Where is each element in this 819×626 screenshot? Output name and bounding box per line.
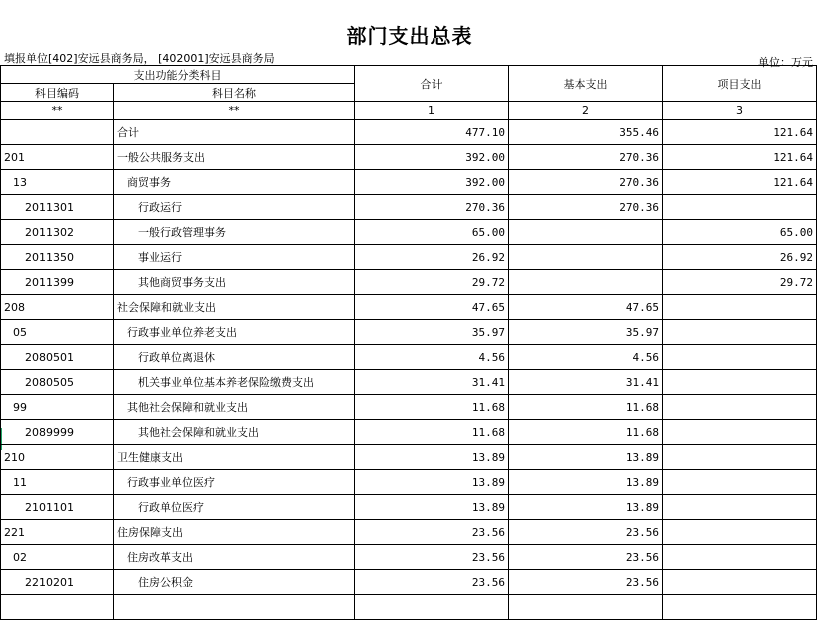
total-cell[interactable]: 29.72 <box>355 270 509 295</box>
index-cell: ** <box>114 102 355 120</box>
subject-name-cell[interactable]: 机关事业单位基本养老保险缴费支出 <box>114 370 355 395</box>
subject-code-cell[interactable] <box>1 595 114 620</box>
subject-name-cell[interactable]: 其他社会保障和就业支出 <box>114 420 355 445</box>
subject-code-cell[interactable]: 2011399 <box>1 270 114 295</box>
project-expenditure-cell[interactable] <box>663 320 817 345</box>
basic-expenditure-cell[interactable] <box>509 245 663 270</box>
total-cell[interactable]: 13.89 <box>355 445 509 470</box>
index-cell: ** <box>1 102 114 120</box>
subject-name-cell[interactable]: 行政单位医疗 <box>114 495 355 520</box>
project-expenditure-cell[interactable]: 121.64 <box>663 145 817 170</box>
basic-expenditure-cell[interactable]: 270.36 <box>509 195 663 220</box>
subject-code-cell[interactable]: 2089999 <box>1 420 114 445</box>
table-row[interactable] <box>1 145 817 170</box>
basic-expenditure-cell[interactable]: 13.89 <box>509 495 663 520</box>
project-expenditure-cell[interactable]: 121.64 <box>663 120 817 145</box>
table-row[interactable] <box>1 120 817 145</box>
total-cell[interactable]: 23.56 <box>355 570 509 595</box>
subject-code-cell[interactable]: 99 <box>1 395 114 420</box>
subject-code-cell[interactable] <box>1 120 114 145</box>
total-cell[interactable]: 392.00 <box>355 170 509 195</box>
project-expenditure-cell[interactable] <box>663 295 817 320</box>
subject-name-cell[interactable]: 行政单位离退休 <box>114 345 355 370</box>
index-cell: 1 <box>355 102 509 120</box>
total-cell[interactable]: 35.97 <box>355 320 509 345</box>
total-cell[interactable]: 4.56 <box>355 345 509 370</box>
subject-code-cell[interactable]: 2080505 <box>1 370 114 395</box>
subject-name-cell[interactable]: 行政事业单位养老支出 <box>114 320 355 345</box>
project-expenditure-cell[interactable] <box>663 195 817 220</box>
header-function-classification: 支出功能分类科目 <box>1 66 355 84</box>
project-expenditure-cell[interactable] <box>663 545 817 570</box>
project-expenditure-cell[interactable] <box>663 370 817 395</box>
table-row[interactable] <box>1 345 817 370</box>
subject-code-cell[interactable]: 2011350 <box>1 245 114 270</box>
total-cell[interactable]: 31.41 <box>355 370 509 395</box>
expenditure-table <box>0 65 817 620</box>
table-body <box>1 120 817 620</box>
total-cell[interactable]: 477.10 <box>355 120 509 145</box>
project-expenditure-cell[interactable]: 121.64 <box>663 170 817 195</box>
subject-name-cell[interactable]: 社会保障和就业支出 <box>114 295 355 320</box>
index-row <box>1 102 817 120</box>
subject-code-cell[interactable]: 221 <box>1 520 114 545</box>
total-cell[interactable]: 11.68 <box>355 395 509 420</box>
table-row[interactable] <box>1 495 817 520</box>
total-cell[interactable]: 13.89 <box>355 470 509 495</box>
project-expenditure-cell[interactable]: 26.92 <box>663 245 817 270</box>
total-cell[interactable]: 26.92 <box>355 245 509 270</box>
table-row[interactable] <box>1 420 817 445</box>
subject-code-cell[interactable]: 2080501 <box>1 345 114 370</box>
table-row[interactable] <box>1 195 817 220</box>
total-cell[interactable]: 23.56 <box>355 520 509 545</box>
total-cell[interactable]: 23.56 <box>355 545 509 570</box>
table-row[interactable] <box>1 445 817 470</box>
basic-expenditure-cell[interactable]: 13.89 <box>509 470 663 495</box>
project-expenditure-cell[interactable] <box>663 495 817 520</box>
subject-name-cell[interactable]: 一般行政管理事务 <box>114 220 355 245</box>
subject-name-cell[interactable]: 住房改革支出 <box>114 545 355 570</box>
subject-code-cell[interactable]: 201 <box>1 145 114 170</box>
table-row[interactable] <box>1 595 817 620</box>
table-row[interactable] <box>1 245 817 270</box>
total-cell[interactable]: 270.36 <box>355 195 509 220</box>
table-row[interactable] <box>1 570 817 595</box>
subject-code-cell[interactable]: 13 <box>1 170 114 195</box>
project-expenditure-cell[interactable]: 65.00 <box>663 220 817 245</box>
table-row[interactable] <box>1 395 817 420</box>
project-expenditure-cell[interactable]: 29.72 <box>663 270 817 295</box>
total-cell[interactable]: 65.00 <box>355 220 509 245</box>
basic-expenditure-cell[interactable]: 31.41 <box>509 370 663 395</box>
basic-expenditure-cell[interactable]: 35.97 <box>509 320 663 345</box>
project-expenditure-cell[interactable] <box>663 395 817 420</box>
subject-code-cell[interactable]: 2011301 <box>1 195 114 220</box>
subject-code-cell[interactable]: 02 <box>1 545 114 570</box>
header-basic-expenditure: 基本支出 <box>509 66 663 102</box>
subject-code-cell[interactable]: 2210201 <box>1 570 114 595</box>
total-cell[interactable]: 13.89 <box>355 495 509 520</box>
header-total: 合计 <box>355 66 509 102</box>
table-row[interactable] <box>1 470 817 495</box>
project-expenditure-cell[interactable] <box>663 470 817 495</box>
project-expenditure-cell[interactable] <box>663 520 817 545</box>
subject-code-cell[interactable]: 05 <box>1 320 114 345</box>
header-subject-name: 科目名称 <box>114 84 355 102</box>
basic-expenditure-cell[interactable]: 23.56 <box>509 545 663 570</box>
table-row[interactable] <box>1 320 817 345</box>
subject-name-cell[interactable]: 行政事业单位医疗 <box>114 470 355 495</box>
subject-name-cell[interactable]: 合计 <box>114 120 355 145</box>
total-cell[interactable]: 11.68 <box>355 420 509 445</box>
project-expenditure-cell[interactable] <box>663 345 817 370</box>
project-expenditure-cell[interactable] <box>663 595 817 620</box>
total-cell[interactable]: 392.00 <box>355 145 509 170</box>
table-row[interactable] <box>1 170 817 195</box>
table-row[interactable] <box>1 370 817 395</box>
basic-expenditure-cell[interactable] <box>509 595 663 620</box>
index-cell: 2 <box>509 102 663 120</box>
subject-name-cell[interactable]: 其他社会保障和就业支出 <box>114 395 355 420</box>
subject-name-cell[interactable]: 商贸事务 <box>114 170 355 195</box>
table-row[interactable] <box>1 270 817 295</box>
reporting-unit: 填报单位[402]安远县商务局， [402001]安远县商务局 <box>4 52 275 65</box>
basic-expenditure-cell[interactable]: 23.56 <box>509 570 663 595</box>
basic-expenditure-cell[interactable]: 270.36 <box>509 170 663 195</box>
subject-name-cell[interactable]: 事业运行 <box>114 245 355 270</box>
report-title: 部门支出总表 <box>346 24 473 48</box>
currency-unit: 单位：万元 <box>758 56 813 69</box>
basic-expenditure-cell[interactable] <box>509 220 663 245</box>
subject-code-cell[interactable]: 2101101 <box>1 495 114 520</box>
subject-name-cell[interactable]: 一般公共服务支出 <box>114 145 355 170</box>
table-row[interactable] <box>1 220 817 245</box>
project-expenditure-cell[interactable] <box>663 445 817 470</box>
table-row[interactable] <box>1 545 817 570</box>
header-subject-code: 科目编码 <box>1 84 114 102</box>
basic-expenditure-cell[interactable]: 11.68 <box>509 420 663 445</box>
basic-expenditure-cell[interactable]: 355.46 <box>509 120 663 145</box>
subject-name-cell[interactable]: 其他商贸事务支出 <box>114 270 355 295</box>
subject-code-cell[interactable]: 208 <box>1 295 114 320</box>
project-expenditure-cell[interactable] <box>663 570 817 595</box>
table-row[interactable] <box>1 520 817 545</box>
subject-name-cell[interactable]: 住房保障支出 <box>114 520 355 545</box>
subject-code-cell[interactable]: 2011302 <box>1 220 114 245</box>
basic-expenditure-cell[interactable]: 47.65 <box>509 295 663 320</box>
project-expenditure-cell[interactable] <box>663 420 817 445</box>
basic-expenditure-cell[interactable]: 11.68 <box>509 395 663 420</box>
subject-name-cell[interactable]: 住房公积金 <box>114 570 355 595</box>
table-row[interactable] <box>1 295 817 320</box>
basic-expenditure-cell[interactable]: 13.89 <box>509 445 663 470</box>
subject-name-cell[interactable]: 行政运行 <box>114 195 355 220</box>
basic-expenditure-cell[interactable]: 270.36 <box>509 145 663 170</box>
basic-expenditure-cell[interactable]: 4.56 <box>509 345 663 370</box>
subject-name-cell[interactable] <box>114 595 355 620</box>
basic-expenditure-cell[interactable] <box>509 270 663 295</box>
total-cell[interactable] <box>355 595 509 620</box>
index-cell: 3 <box>663 102 817 120</box>
subject-code-cell[interactable]: 11 <box>1 470 114 495</box>
subject-code-cell[interactable]: 210 <box>1 445 114 470</box>
total-cell[interactable]: 47.65 <box>355 295 509 320</box>
header-project-expenditure: 项目支出 <box>663 66 817 102</box>
basic-expenditure-cell[interactable]: 23.56 <box>509 520 663 545</box>
subject-name-cell[interactable]: 卫生健康支出 <box>114 445 355 470</box>
